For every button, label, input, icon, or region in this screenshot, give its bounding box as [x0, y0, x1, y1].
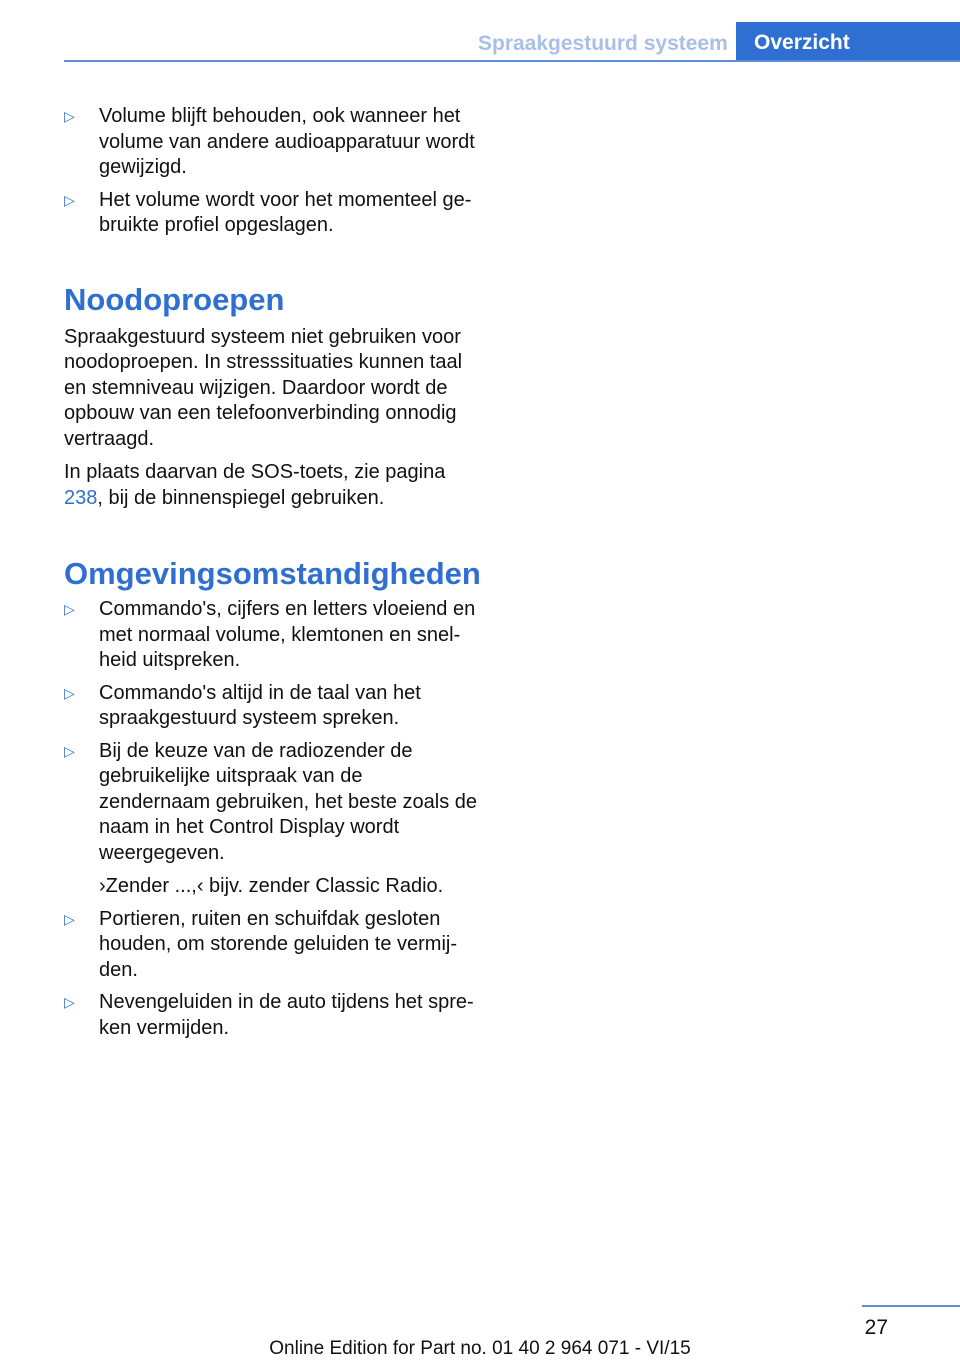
triangle-bullet-icon: ▷ [64, 910, 75, 927]
list-item-text: Commando's, cijfers en letters vloeiend en met normaal volume, klemtonen en snelheid uitspreken. [99, 598, 476, 671]
list-item-text: Nevengeluiden in de auto tijdens het spreken vermijden. [99, 991, 474, 1039]
section-heading-conditions: Omgevingsomstandigheden [64, 556, 481, 591]
triangle-bullet-icon: ▷ [64, 601, 75, 617]
header-chapter-tab[interactable]: Overzicht [736, 22, 960, 62]
page-content [64, 104, 481, 1048]
list-item [64, 104, 478, 181]
example-command: ›Zender ...,‹ bijv. zender Classic Radio. [99, 875, 444, 897]
conditions-bullet-list [64, 597, 478, 1041]
page-number-rule [862, 1305, 960, 1307]
triangle-bullet-icon: ▷ [64, 994, 75, 1010]
triangle-bullet-icon: ▷ [64, 108, 75, 124]
list-item [64, 990, 478, 1041]
list-item-text: Volume blijft behouden, ook wanneer het volume van andere audioapparatuur wordt gewijzigd. [99, 105, 475, 178]
list-item [64, 681, 478, 732]
sos-text-before: In plaats daarvan de SOS-toets, zie pagina [64, 461, 446, 483]
list-item [64, 907, 478, 984]
page-number: 27 [864, 1316, 888, 1339]
page-reference-link[interactable]: 238 [64, 486, 98, 509]
intro-bullet-list [64, 104, 478, 239]
triangle-bullet-icon: ▷ [64, 684, 75, 701]
triangle-bullet-icon: ▷ [64, 191, 75, 208]
list-item [64, 597, 478, 674]
list-item-text: Het volume wordt voor het momenteel gebruikte profiel opgeslagen. [99, 188, 472, 236]
list-item-text: Commando's altijd in de taal van het spraakgestuurd systeem spreken. [99, 681, 421, 729]
list-item-text: Portieren, ruiten en schuifdak gesloten houden, om storende geluiden te vermijden. [99, 907, 457, 981]
list-item-text: Bij de keuze van de radiozender de gebruikelijke uitspraak van de zendernaam gebruiken, het beste zoals de naam in het Control Display wordt weergegeven. [99, 739, 478, 864]
header-rule [64, 60, 960, 62]
sos-text-after: , bij de binnenspiegel gebruiken. [97, 486, 385, 509]
edition-footer: Online Edition for Part no. 01 40 2 964 071 - VI/15 [269, 1338, 691, 1359]
triangle-bullet-icon: ▷ [64, 742, 75, 759]
section-heading-emergency: Noodoproepen [64, 281, 285, 317]
list-item [64, 188, 478, 239]
list-item [64, 739, 478, 900]
header-section-title: Spraakgestuurd systeem [478, 32, 728, 55]
emergency-paragraph: Spraakgestuurd systeem niet gebruiken voor noodoproepen. In stresssituaties kunnen taal en stemniveau wijzigen. Daardoor wordt de opbouw van een telefoonverbinding onnodig vertraagd. [64, 325, 463, 450]
emergency-sos-paragraph [64, 460, 478, 511]
